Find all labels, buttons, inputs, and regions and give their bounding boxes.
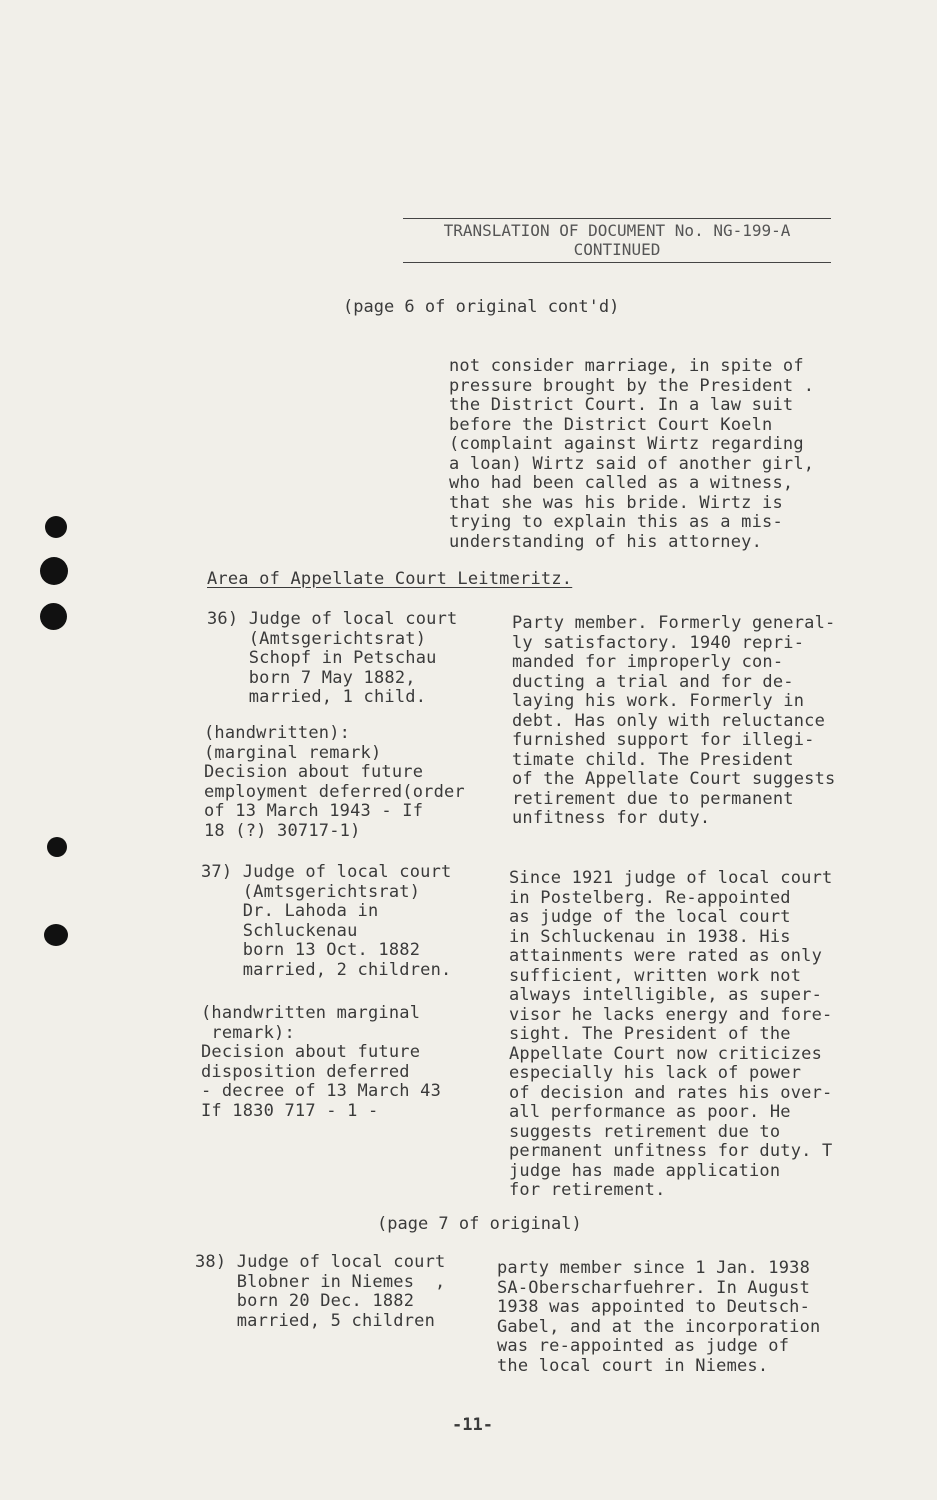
page-note-mid: (page 7 of original) xyxy=(377,1214,582,1234)
text-line: Since 1921 judge of local court xyxy=(509,868,833,888)
text-line: (complaint against Wirtz regarding xyxy=(449,434,804,454)
text-line: (handwritten): xyxy=(204,723,351,743)
text-line: married, 5 children xyxy=(195,1310,436,1331)
text-line: 18 (?) 30717-1) xyxy=(204,820,361,841)
text-line: of the Appellate Court suggests xyxy=(512,769,836,789)
text-line: the District Court. In a law suit xyxy=(449,395,794,415)
text-line: married, 2 children. xyxy=(201,959,452,980)
text-line: pressure brought by the President . xyxy=(449,375,815,396)
text-line: a loan) Wirtz said of another girl, xyxy=(449,453,815,474)
entry-37-right xyxy=(509,869,832,1201)
text-line: was re-appointed as judge of xyxy=(497,1336,790,1356)
continued-paragraph xyxy=(449,357,814,552)
entry-37-left xyxy=(201,863,451,980)
text-line: not consider marriage, in spite of xyxy=(449,356,804,376)
text-line: (handwritten marginal xyxy=(201,1003,421,1023)
text-line: (Amtsgerichtsrat) xyxy=(201,881,421,902)
text-line: 38) Judge of local court xyxy=(195,1252,446,1272)
header-subtitle: CONTINUED xyxy=(573,240,661,259)
text-line: 37) Judge of local court xyxy=(201,862,452,882)
text-line: (Amtsgerichtsrat) xyxy=(207,628,427,649)
text-line: SA-Oberscharfuehrer. In August xyxy=(497,1277,811,1298)
text-line: understanding of his attorney. xyxy=(449,531,763,552)
text-line: before the District Court Koeln xyxy=(449,414,773,435)
text-line: party member since 1 Jan. 1938 xyxy=(497,1258,811,1278)
punch-hole xyxy=(40,557,68,585)
entry-36-right xyxy=(512,614,835,829)
text-line: 1938 was appointed to Deutsch- xyxy=(497,1297,811,1317)
entry-37-note xyxy=(201,1004,441,1121)
text-line: trying to explain this as a mis- xyxy=(449,512,783,532)
text-line: Appellate Court now criticizes xyxy=(509,1043,823,1064)
text-line: debt. Has only with reluctance xyxy=(512,710,826,731)
text-line: born 20 Dec. 1882 xyxy=(195,1291,415,1311)
punch-hole xyxy=(47,837,67,857)
text-line: visor he lacks energy and fore- xyxy=(509,1004,833,1025)
document-header xyxy=(403,218,831,263)
text-line: Party member. Formerly general- xyxy=(512,613,836,633)
text-line: who had been called as a witness, xyxy=(449,473,794,493)
page-note-top: (page 6 of original cont'd) xyxy=(343,297,620,317)
text-line: Decision about future xyxy=(201,1042,421,1062)
text-line: permanent unfitness for duty. T xyxy=(509,1141,833,1161)
text-line: as judge of the local court xyxy=(509,907,791,927)
text-line: married, 1 child. xyxy=(207,687,427,707)
text-line: sufficient, written work not xyxy=(509,965,802,986)
punch-hole xyxy=(45,516,67,538)
entry-38-right xyxy=(497,1259,820,1376)
text-line: in Postelberg. Re-appointed xyxy=(509,887,791,908)
page-number: -11- xyxy=(452,1415,493,1435)
text-line: timate child. The President xyxy=(512,749,794,770)
text-line: especially his lack of power xyxy=(509,1063,802,1083)
text-line: all performance as poor. He xyxy=(509,1102,791,1122)
text-line: Gabel, and at the incorporation xyxy=(497,1316,821,1337)
entry-38-left xyxy=(195,1253,445,1331)
text-line: 36) Judge of local court xyxy=(207,609,458,629)
text-line: that she was his bride. Wirtz is xyxy=(449,492,783,513)
text-line: of decision and rates his over- xyxy=(509,1082,833,1103)
text-line: ly satisfactory. 1940 repri- xyxy=(512,632,805,653)
section-heading: Area of Appellate Court Leitmeritz. xyxy=(207,569,573,589)
text-line: judge has made application xyxy=(509,1160,781,1181)
text-line: disposition deferred xyxy=(201,1061,410,1082)
text-line: furnished support for illegi- xyxy=(512,730,815,750)
text-line: If 1830 717 - 1 - xyxy=(201,1100,379,1121)
text-line: remark): xyxy=(201,1022,295,1043)
text-line: unfitness for duty. xyxy=(512,808,711,828)
text-line: attainments were rated as only xyxy=(509,946,823,966)
text-line: Schluckenau xyxy=(201,920,358,941)
text-line: retirement due to permanent xyxy=(512,788,794,809)
text-line: born 13 Oct. 1882 xyxy=(201,940,421,960)
text-line: of 13 March 1943 - If xyxy=(204,801,424,821)
text-line: always intelligible, as super- xyxy=(509,985,823,1005)
text-line: born 7 May 1882, xyxy=(207,667,416,688)
entry-36-left xyxy=(207,610,457,708)
text-line: (marginal remark) xyxy=(204,742,382,763)
text-line: Decision about future xyxy=(204,762,424,782)
text-line: ducting a trial and for de- xyxy=(512,671,794,692)
text-line: laying his work. Formerly in xyxy=(512,691,805,711)
text-line: Dr. Lahoda in xyxy=(201,901,379,921)
punch-hole xyxy=(40,603,67,630)
text-line: sight. The President of the xyxy=(509,1024,791,1044)
text-line: for retirement. xyxy=(509,1180,666,1200)
text-line: suggests retirement due to xyxy=(509,1121,781,1142)
punch-hole xyxy=(44,924,68,946)
text-line: employment deferred(order xyxy=(204,781,465,802)
text-line: in Schluckenau in 1938. His xyxy=(509,926,791,947)
text-line: the local court in Niemes. xyxy=(497,1355,769,1376)
text-line: manded for improperly con- xyxy=(512,652,784,672)
text-line: Schopf in Petschau xyxy=(207,648,437,668)
entry-36-note xyxy=(204,724,465,841)
header-title: TRANSLATION OF DOCUMENT No. NG-199-A xyxy=(443,221,791,240)
text-line: - decree of 13 March 43 xyxy=(201,1081,442,1101)
text-line: Blobner in Niemes , xyxy=(195,1271,446,1292)
